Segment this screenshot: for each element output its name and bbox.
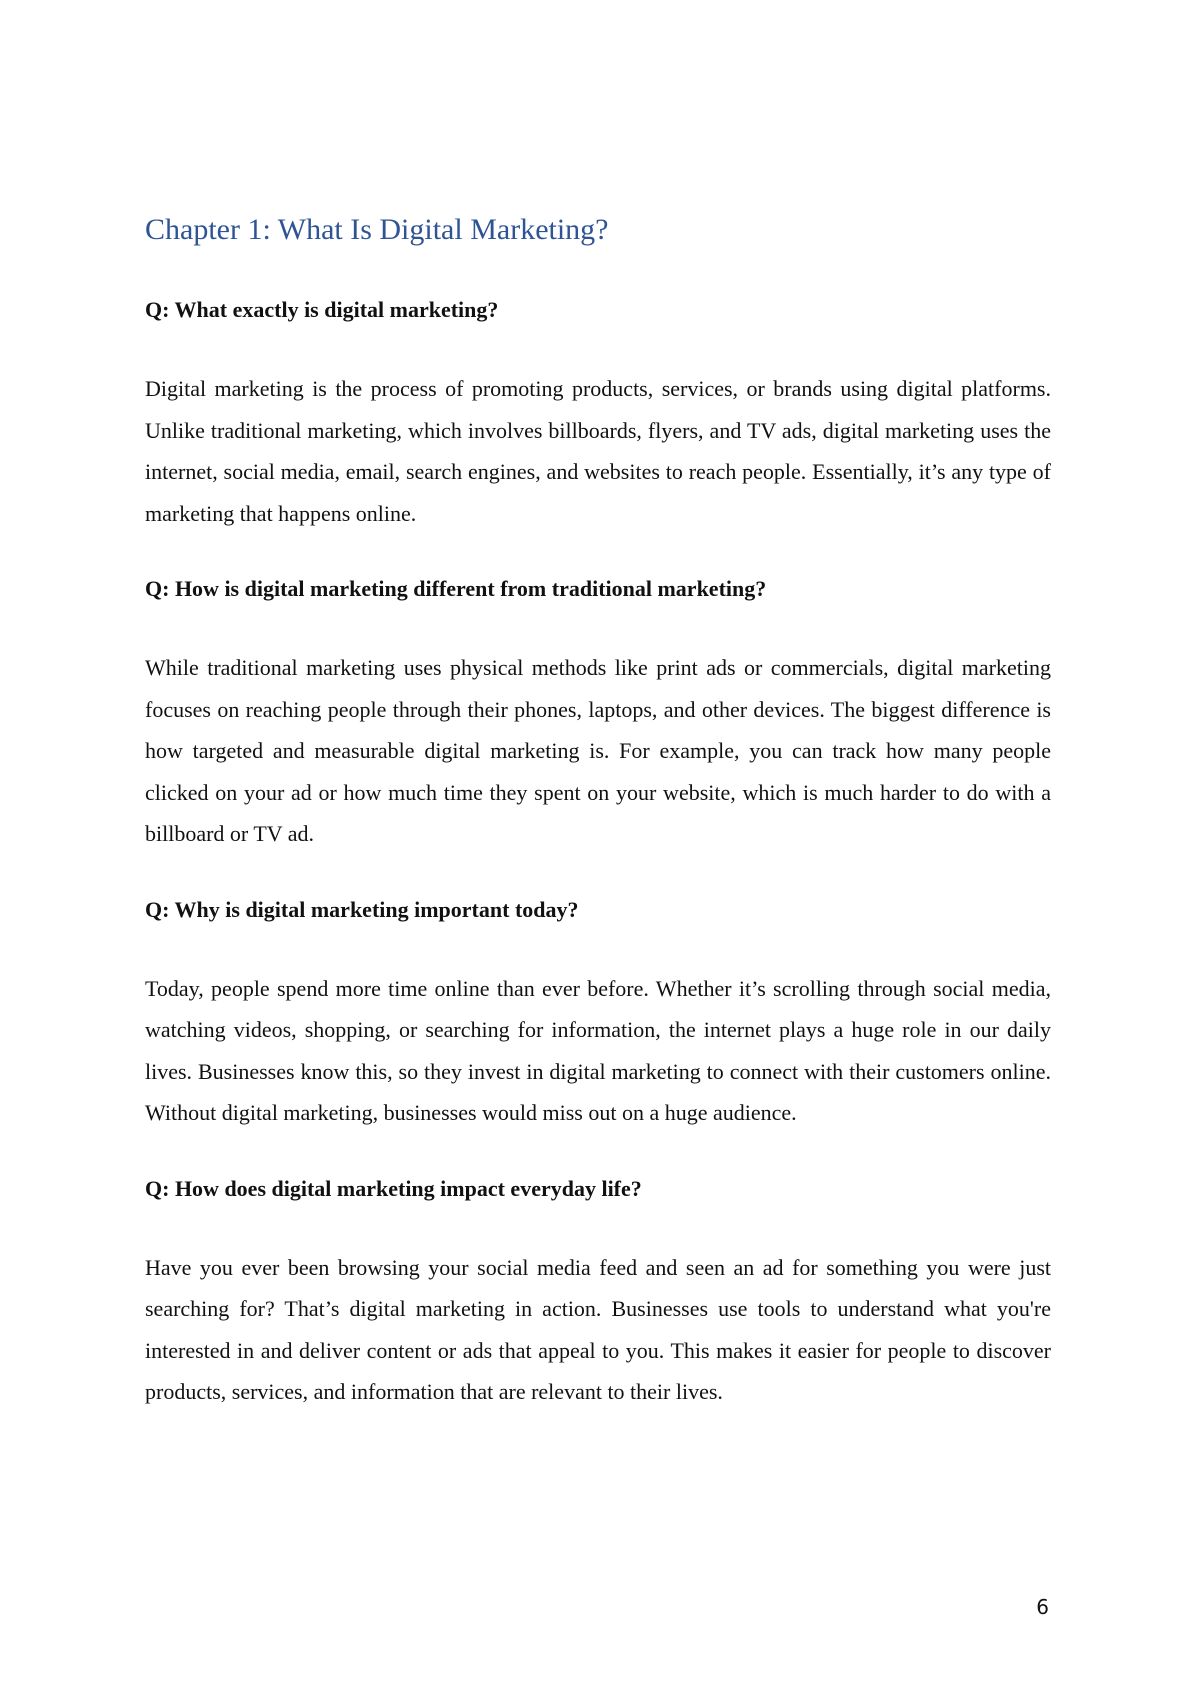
question-3: Q: Why is digital marketing important today? bbox=[145, 896, 579, 922]
page-number: 6 bbox=[1036, 1595, 1049, 1619]
answer-2: While traditional marketing uses physical methods like print ads or commercials, digital marketing focuses on reaching people through their phones, laptops, and other devices. The biggest difference is how targeted and measurable digital marketing is. For example, you can track how many people clicked on your ad or how much time they spent on your website, which is much harder to do with a billboard or TV ad. bbox=[145, 655, 1051, 846]
qa-block-everyday-impact bbox=[145, 1164, 1051, 1413]
answer-1: Digital marketing is the process of promoting products, services, or brands using digital platforms. Unlike traditional marketing, which involves billboards, flyers, and TV ads, digital marketing uses the internet, social media, email, search engines, and websites to reach people. Essentially, it’s any type of marketing that happens online. bbox=[145, 376, 1051, 526]
chapter-title: Chapter 1: What Is Digital Marketing? bbox=[145, 213, 609, 246]
answer-4: Have you ever been browsing your social media feed and seen an ad for something you were just searching for? That’s digital marketing in action. Businesses use tools to understand what you're interested in and deliver content or ads that appeal to you. This makes it easier for people to discover products, services, and information that are relevant to their lives. bbox=[145, 1254, 1051, 1404]
qa-block-why-important bbox=[145, 885, 1051, 1134]
qa-block-difference-from-traditional bbox=[145, 564, 1051, 855]
answer-3: Today, people spend more time online than ever before. Whether it’s scrolling through social media, watching videos, shopping, or searching for information, the internet plays a huge role in our daily lives. Businesses know this, so they invest in digital marketing to connect with their customers online. Without digital marketing, businesses would miss out on a huge audience. bbox=[145, 975, 1051, 1125]
page-content bbox=[145, 205, 1051, 1413]
question-1: Q: What exactly is digital marketing? bbox=[145, 297, 499, 322]
qa-block-what-is-digital-marketing bbox=[145, 285, 1051, 534]
question-4: Q: How does digital marketing impact everyday life? bbox=[145, 1175, 642, 1201]
question-2: Q: How is digital marketing different from traditional marketing? bbox=[145, 576, 767, 601]
